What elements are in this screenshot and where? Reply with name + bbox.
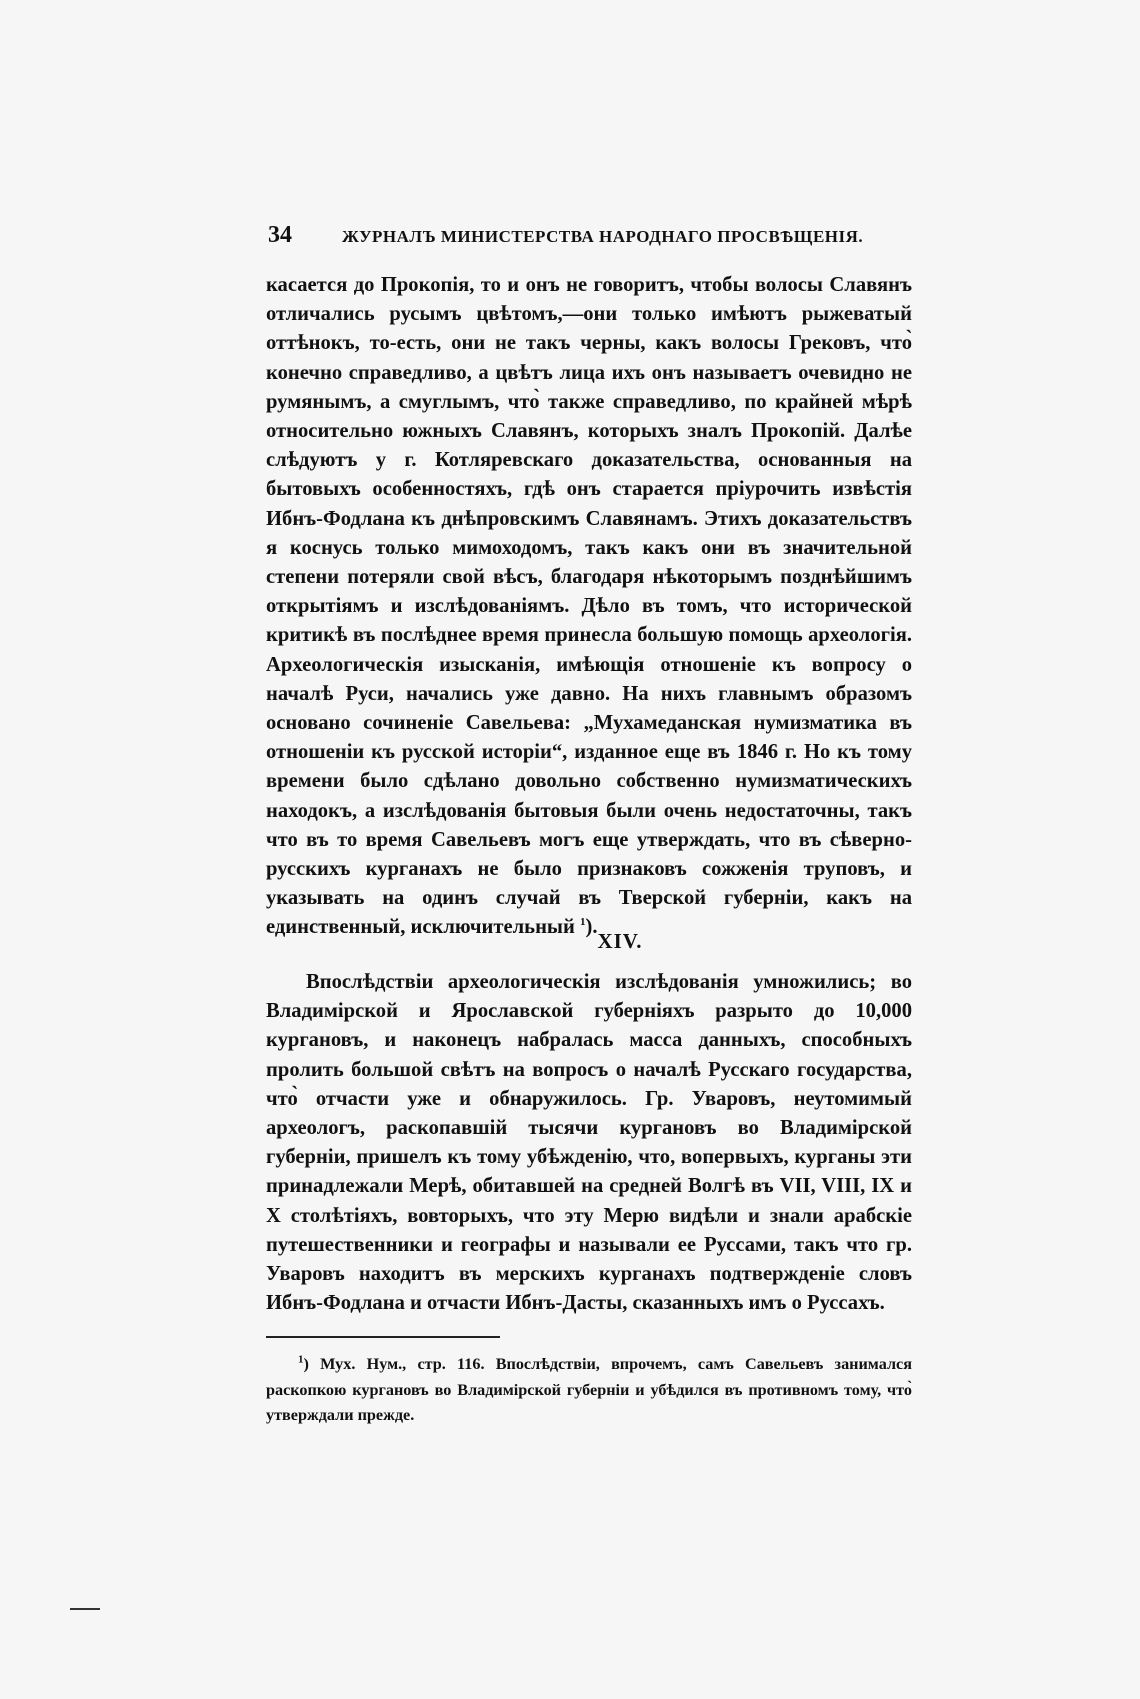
- margin-mark: [70, 1608, 100, 1610]
- footnote-marker: 1: [298, 1353, 304, 1366]
- footnote-reference: 1: [580, 916, 586, 929]
- paragraph-1-end: ).: [585, 916, 598, 939]
- page-number: 34: [268, 222, 292, 248]
- footnote-text: ) Мух. Нум., стр. 116. Впослѣдствіи, впрочемъ, самъ Савельевъ занимался раскопкою кургановъ во Владимірской губерніи и убѣдился въ противномъ тому, что̀ утверждали прежде.: [266, 1355, 912, 1424]
- paragraph-2: Впослѣдствіи археологическія изслѣдованія умножились; во Владимірской и Ярославской губерніяхъ разрыто до 10,000 кургановъ, и наконецъ набралась масса данныхъ, способныхъ пролить большой свѣтъ на вопросъ о началѣ Русскаго государства, что̀ отчасти уже и обнаружилось. Гр. Уваровъ, неутомимый археологъ, раскопавшій тысячи кургановъ во Владимірской губерніи, пришелъ къ тому убѣжденію, что, вопервыхъ, курганы эти принадлежали Мерѣ, обитавшей на средней Волгѣ въ VII, VIII, IX и X столѣтіяхъ, вовторыхъ, что эту Мерю видѣли и знали арабскіе путешественники и географы и называли ее Руссами, такъ что гр. Уваровъ находитъ въ мерскихъ курганахъ подтвержденіе словъ Ибнъ-Фодлана и отчасти Ибнъ-Дасты, сказанныхъ имъ о Руссахъ.: [266, 971, 912, 1315]
- footnote: [266, 1352, 912, 1429]
- footnote-divider: [266, 1336, 500, 1338]
- paragraph-1: [266, 271, 912, 943]
- section-heading: XIV.: [597, 929, 643, 953]
- page-header: [268, 222, 910, 252]
- paragraph-1-text: касается до Прокопія, то и онъ не говоритъ, чтобы волосы Славянъ отличались русымъ цвѣтомъ,—они только имѣютъ рыжеватый оттѣнокъ, то-есть, они не такъ черны, какъ волосы Грековъ, что̀ конечно справедливо, а цвѣтъ лица ихъ онъ называетъ очевидно не румянымъ, а смуглымъ, что̀ также справедливо, по крайней мѣрѣ относительно южныхъ Славянъ, которыхъ зналъ Прокопій. Далѣе слѣдуютъ у г. Котляревскаго доказательства, основанныя на бытовыхъ особенностяхъ, гдѣ онъ старается пріурочить извѣстія Ибнъ-Фодлана къ днѣпровскимъ Славянамъ. Этихъ доказательствъ я коснусь только мимоходомъ, такъ какъ они въ значительной степени потеряли свой вѣсъ, благодаря нѣкоторымъ позднѣйшимъ открытіямъ и изслѣдованіямъ. Дѣло въ томъ, что исторической критикѣ въ послѣднее время принесла большую помощь археологія. Археологическія изысканія, имѣющія отношеніе къ вопросу о началѣ Руси, начались уже давно. На нихъ главнымъ образомъ основано сочиненіе Савельева: „Мухамеданская нумизматика въ отношеніи къ русской исторіи“, изданное еще въ 1846 г. Но къ тому времени было сдѣлано довольно собственно нумизматическихъ находокъ, а изслѣдованія бытовыя были очень недостаточны, такъ что въ то время Савельевъ могъ еще утверждать, что въ сѣверно-русскихъ курганахъ не было признаковъ сожженія труповъ, и указывать на одинъ случай въ Тверской губерніи, какъ на единственный, исключительный: [266, 274, 912, 939]
- running-title: ЖУРНАЛЪ МИНИСТЕРСТВА НАРОДНАГО ПРОСВѢЩЕНІЯ.: [342, 227, 864, 246]
